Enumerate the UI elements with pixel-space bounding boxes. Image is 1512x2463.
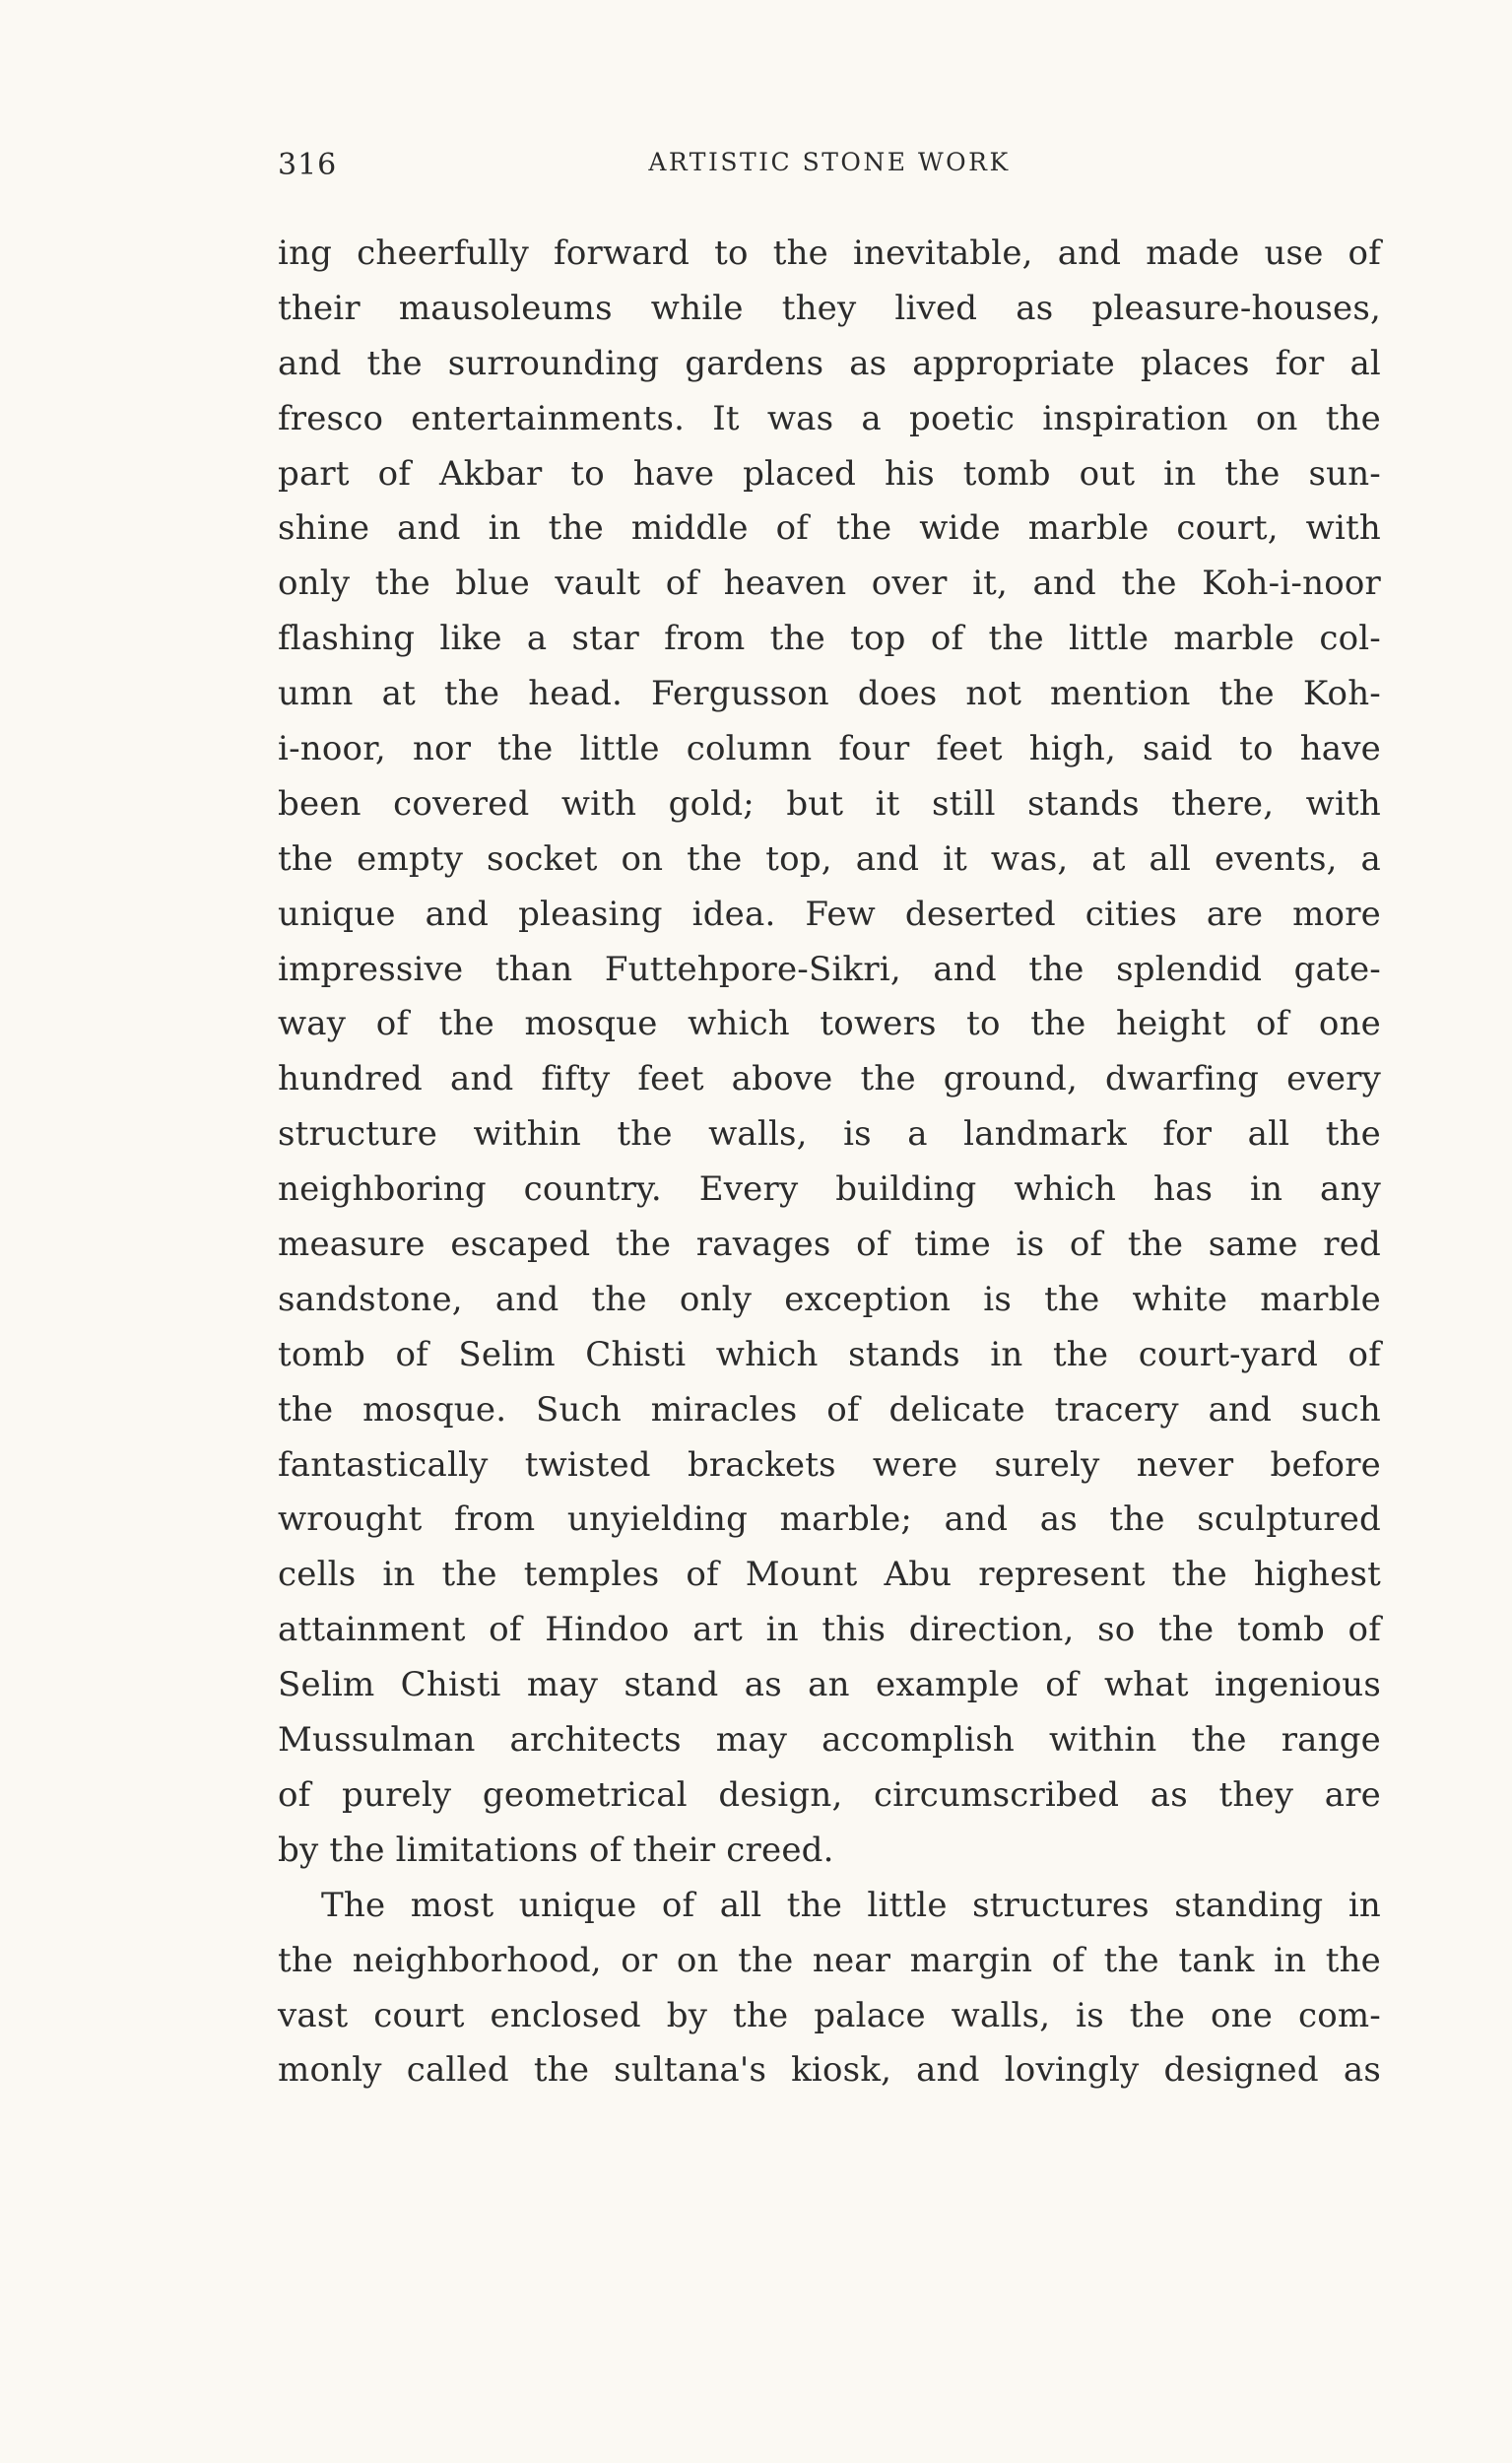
text-line: their mausoleums while they lived as pleasure-houses,	[278, 288, 1381, 328]
text-line: only the blue vault of heaven over it, and the Koh-i-noor	[278, 564, 1381, 604]
text-line: umn at the head. Fergusson does not mention the Koh-	[278, 674, 1381, 714]
text-line: flashing like a star from the top of the little marble col-	[278, 619, 1381, 659]
text-line: i-noor, nor the little column four feet high, said to have	[278, 729, 1381, 769]
text-line: wrought from unyielding marble; and as the sculptured	[278, 1499, 1381, 1540]
text-line: measure escaped the ravages of time is of the same red	[278, 1225, 1381, 1265]
text-line: the empty socket on the top, and it was, at all events, a	[278, 838, 1381, 879]
text-line: neighboring country. Every building which has in any	[278, 1169, 1381, 1210]
text-line: monly called the sultana's kiosk, and lovingly designed as	[278, 2050, 1381, 2091]
text-line: been covered with gold; but it still stands there, with	[278, 783, 1381, 824]
text-line: tomb of Selim Chisti which stands in the court-yard of	[278, 1334, 1381, 1374]
text-line: structure within the walls, is a landmark for all the	[278, 1114, 1381, 1155]
text-line: way of the mosque which towers to the height of one	[278, 1004, 1381, 1044]
page-number: 316	[278, 148, 338, 182]
text-line: fantastically twisted brackets were surely never before	[278, 1444, 1381, 1485]
paragraph-start-line: The most unique of all the little structures standing in	[321, 1885, 1381, 1925]
text-line: sandstone, and the only exception is the white marble	[278, 1279, 1381, 1319]
text-line: Selim Chisti may stand as an example of what ingenious	[278, 1665, 1381, 1705]
text-line: hundred and fifty feet above the ground, dwarfing every	[278, 1059, 1381, 1099]
text-line: and the surrounding gardens as appropriate places for al	[278, 343, 1381, 383]
text-line: the neighborhood, or on the near margin of the tank in the	[278, 1940, 1381, 1980]
text-line: of purely geometrical design, circumscribed as they are	[278, 1774, 1381, 1815]
paragraph-end-line: by the limitations of their creed.	[278, 1830, 834, 1870]
text-line: impressive than Futtehpore-Sikri, and the splendid gate-	[278, 949, 1381, 989]
text-line: ing cheerfully forward to the inevitable, and made use of	[278, 233, 1381, 273]
text-line: unique and pleasing idea. Few deserted cities are more	[278, 894, 1381, 934]
text-line: shine and in the middle of the wide marble court, with	[278, 508, 1381, 549]
text-line: vast court enclosed by the palace walls, is the one com-	[278, 1995, 1381, 2035]
text-line: cells in the temples of Mount Abu represent the highest	[278, 1555, 1381, 1595]
running-head	[278, 148, 1381, 187]
text-line: attainment of Hindoo art in this direction, so the tomb of	[278, 1610, 1381, 1650]
body-text	[278, 227, 1381, 2098]
running-title: ARTISTIC STONE WORK	[648, 148, 1011, 176]
text-line: the mosque. Such miracles of delicate tracery and such	[278, 1389, 1381, 1430]
text-line: part of Akbar to have placed his tomb out in the sun-	[278, 453, 1381, 494]
text-line: Mussulman architects may accomplish within the range	[278, 1720, 1381, 1761]
text-line: fresco entertainments. It was a poetic inspiration on the	[278, 398, 1381, 438]
